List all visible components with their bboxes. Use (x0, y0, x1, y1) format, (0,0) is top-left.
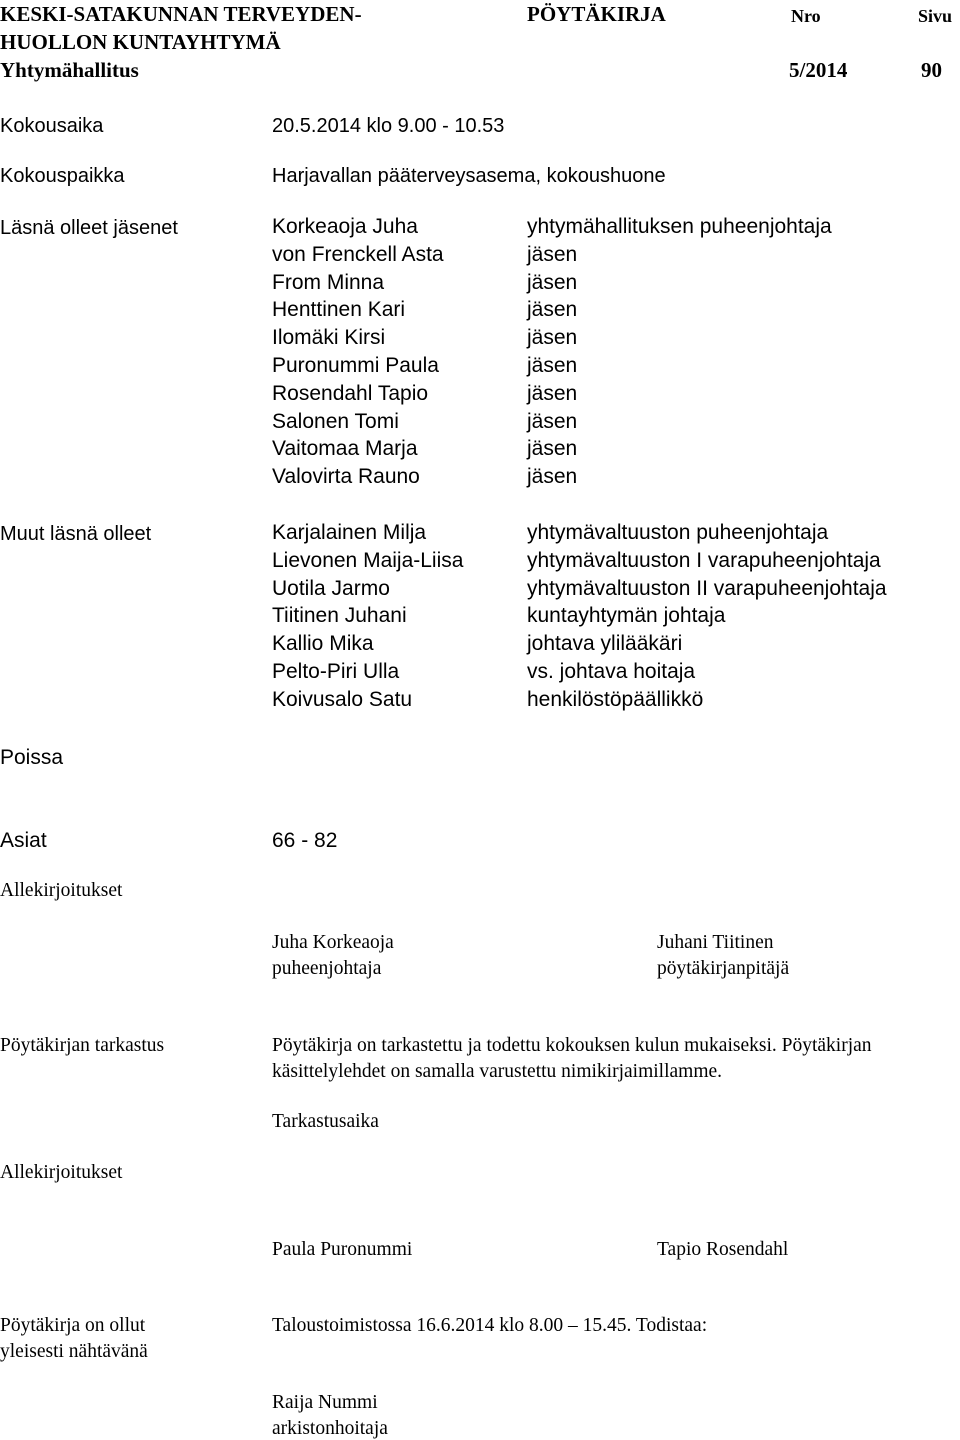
member-role: jäsen (527, 465, 578, 489)
member-name: von Frenckell Asta (272, 242, 444, 266)
attendee-name: Tiitinen Juhani (272, 604, 407, 628)
attendee-role: yhtymävaltuuston II varapuheenjohtaja (527, 576, 887, 600)
members-role-list (527, 213, 832, 491)
sivu-label: Sivu (918, 6, 953, 26)
public-text: Taloustoimistossa 16.6.2014 klo 8.00 – 15.45. Todistaa: (272, 1315, 708, 1336)
attendee-role: johtava ylilääkäri (527, 632, 683, 656)
items-value: 66 - 82 (272, 829, 338, 852)
doc-type: PÖYTÄKIRJA (527, 2, 666, 26)
member-name: Salonen Tomi (272, 409, 399, 433)
absent-label: Poissa (0, 746, 64, 769)
secretary-name: Juhani Tiitinen (657, 932, 774, 953)
items-label: Asiat (0, 829, 47, 852)
review-time-label: Tarkastusaika (272, 1111, 379, 1132)
signatures-label: Allekirjoitukset (0, 880, 123, 901)
public-label-line2: yleisesti nähtävänä (0, 1341, 148, 1362)
member-role: jäsen (527, 353, 578, 377)
public-label-line1: Pöytäkirja on ollut (0, 1315, 146, 1336)
member-name: Ilomäki Kirsi (272, 326, 386, 350)
member-role: yhtymähallituksen puheenjohtaja (527, 215, 832, 238)
certifier-title: arkistonhoitaja (272, 1418, 388, 1439)
member-name: Korkeaoja Juha (272, 215, 418, 238)
member-role: jäsen (527, 270, 578, 294)
nro-label: Nro (791, 6, 821, 26)
attendee-role: yhtymävaltuuston puheenjohtaja (527, 521, 829, 544)
attendee-name: Lievonen Maija-Liisa (272, 548, 464, 572)
secretary-title: pöytäkirjanpitäjä (657, 958, 790, 979)
member-name: Rosendahl Tapio (272, 381, 429, 405)
attendee-role: kuntayhtymän johtaja (527, 604, 726, 628)
certifier-name: Raija Nummi (272, 1392, 378, 1413)
attendee-name: Pelto-Piri Ulla (272, 659, 400, 683)
attendee-name: Koivusalo Satu (272, 687, 413, 711)
members-label: Läsnä olleet jäsenet (0, 217, 178, 239)
meeting-place-label: Kokouspaikka (0, 165, 125, 187)
member-name: Valovirta Rauno (272, 465, 420, 489)
member-name: From Minna (272, 270, 385, 294)
member-role: jäsen (527, 381, 578, 405)
body-name: Yhtymähallitus (0, 58, 139, 82)
chair-name: Juha Korkeaoja (272, 932, 394, 953)
reviewer-1-name: Paula Puronummi (272, 1239, 413, 1260)
member-role: jäsen (527, 242, 578, 266)
sivu-value: 90 (921, 58, 942, 82)
attendee-name: Karjalainen Milja (272, 521, 427, 544)
meeting-time-label: Kokousaika (0, 115, 104, 137)
reviewer-2-name: Tapio Rosendahl (657, 1239, 789, 1260)
member-role: jäsen (527, 326, 578, 350)
member-role: jäsen (527, 437, 578, 461)
review-signatures-label: Allekirjoitukset (0, 1162, 123, 1183)
review-label: Pöytäkirjan tarkastus (0, 1035, 165, 1056)
member-role: jäsen (527, 298, 578, 322)
attendee-name: Uotila Jarmo (272, 576, 390, 600)
attendee-role: vs. johtava hoitaja (527, 659, 696, 683)
nro-value: 5/2014 (789, 58, 848, 82)
members-name-list (272, 213, 444, 491)
org-name-line2: HUOLLON KUNTAYHTYMÄ (0, 30, 281, 54)
member-name: Puronummi Paula (272, 353, 439, 377)
meeting-time-value: 20.5.2014 klo 9.00 - 10.53 (272, 115, 505, 137)
others-name-list (272, 519, 463, 714)
others-role-list (527, 519, 887, 714)
attendee-name: Kallio Mika (272, 632, 374, 656)
member-name: Henttinen Kari (272, 298, 406, 322)
review-text-line1: Pöytäkirja on tarkastettu ja todettu kokouksen kulun mukaiseksi. Pöytäkirjan (272, 1035, 872, 1056)
attendee-role: henkilöstöpäällikkö (527, 687, 704, 711)
member-role: jäsen (527, 409, 578, 433)
chair-title: puheenjohtaja (272, 958, 382, 979)
meeting-place-value: Harjavallan pääterveysasema, kokoushuone (272, 165, 666, 187)
others-label: Muut läsnä olleet (0, 523, 152, 545)
member-name: Vaitomaa Marja (272, 437, 418, 461)
attendee-role: yhtymävaltuuston I varapuheenjohtaja (527, 548, 881, 572)
review-text-line2: käsittelylehdet on samalla varustettu nimikirjaimillamme. (272, 1061, 723, 1082)
org-name-line1: KESKI-SATAKUNNAN TERVEYDEN- (0, 2, 362, 26)
